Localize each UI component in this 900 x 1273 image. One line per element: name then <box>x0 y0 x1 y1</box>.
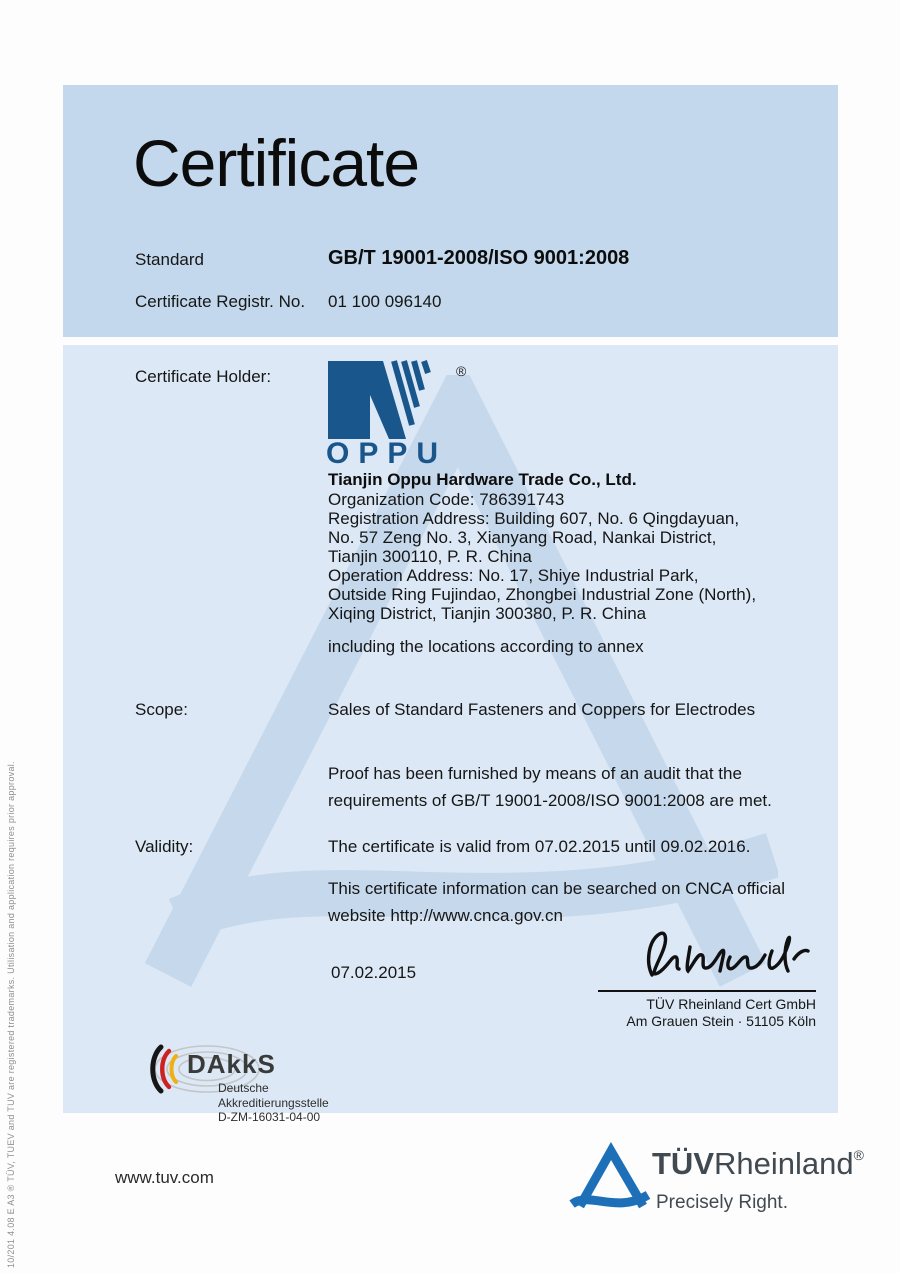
scope-label: Scope: <box>135 700 188 719</box>
dakks-registration-id: D-ZM-16031-04-00 <box>218 1110 321 1124</box>
standard-value: GB/T 19001-2008/ISO 9001:2008 <box>328 247 630 269</box>
holder-reg-address-2: No. 57 Zeng No. 3, Xianyang Road, Nankai District, <box>328 528 717 547</box>
tuv-website-url: www.tuv.com <box>115 1168 214 1187</box>
proof-statement-line2: requirements of GB/T 19001-2008/ISO 9001:2008 are met. <box>328 791 772 810</box>
tuv-rheinland-wordmark <box>652 1146 864 1182</box>
holder-op-address-3: Xiqing District, Tianjin 300380, P. R. China <box>328 604 647 623</box>
holder-company-name: Tianjin Oppu Hardware Trade Co., Ltd. <box>328 470 637 489</box>
scope-value: Sales of Standard Fasteners and Coppers for Electrodes <box>328 700 756 719</box>
holder-reg-address-3: Tianjin 300110, P. R. China <box>328 547 532 566</box>
oppu-logo-icon <box>328 359 446 439</box>
holder-op-address-1: Operation Address: No. 17, Shiye Industrial Park, <box>328 566 699 585</box>
oppu-wordmark: OPPU <box>326 437 448 470</box>
certificate-body-panel <box>63 345 838 1124</box>
dakks-wordmark: DAkkS <box>187 1049 276 1079</box>
brand-rheinland: Rheinland <box>714 1146 854 1181</box>
cnca-note-line2: website http://www.cnca.gov.cn <box>328 906 563 925</box>
validity-value: The certificate is valid from 07.02.2015 until 09.02.2016. <box>328 837 751 856</box>
side-production-note: 10/201 4.08 E A3 ® TÜV, TUEV and TUV are registered trademarks. Utilisation and application requires prior approval. <box>6 761 16 1268</box>
holder-reg-address-1: Registration Address: Building 607, No. 6 Qingdayuan, <box>328 509 740 528</box>
registr-no-label: Certificate Registr. No. <box>135 292 306 311</box>
validity-label: Validity: <box>135 837 194 856</box>
brand-registered-mark: ® <box>853 1147 864 1163</box>
signature-rule <box>598 990 816 992</box>
annex-note: including the locations according to annex <box>328 637 644 656</box>
brand-tuv: TÜV <box>652 1146 714 1181</box>
signer-address: Am Grauen Stein · 51105 Köln <box>626 1013 816 1029</box>
proof-statement-line1: Proof has been furnished by means of an audit that the <box>328 764 742 783</box>
signer-organization: TÜV Rheinland Cert GmbH <box>646 996 816 1012</box>
holder-op-address-2: Outside Ring Fujindao, Zhongbei Industrial Zone (North), <box>328 585 757 604</box>
brand-tagline: Precisely Right. <box>656 1192 788 1213</box>
oppu-registered-mark: ® <box>456 363 467 379</box>
dakks-line-deutsche: Deutsche <box>218 1081 269 1095</box>
dakks-line-akkreditierungsstelle: Akkreditierungsstelle <box>218 1095 329 1110</box>
certificate-holder-label: Certificate Holder: <box>135 367 272 386</box>
cnca-note-line1: This certificate information can be searched on CNCA official <box>328 879 786 898</box>
issue-date: 07.02.2015 <box>331 963 417 982</box>
tuv-triangle-icon <box>566 1142 654 1230</box>
signature-icon <box>638 923 818 985</box>
registr-no-value: 01 100 096140 <box>328 292 442 311</box>
certificate-header-panel <box>63 85 838 337</box>
certificate-title: Certificate <box>133 126 420 200</box>
holder-org-code: Organization Code: 786391743 <box>328 490 565 509</box>
standard-label: Standard <box>135 250 204 269</box>
